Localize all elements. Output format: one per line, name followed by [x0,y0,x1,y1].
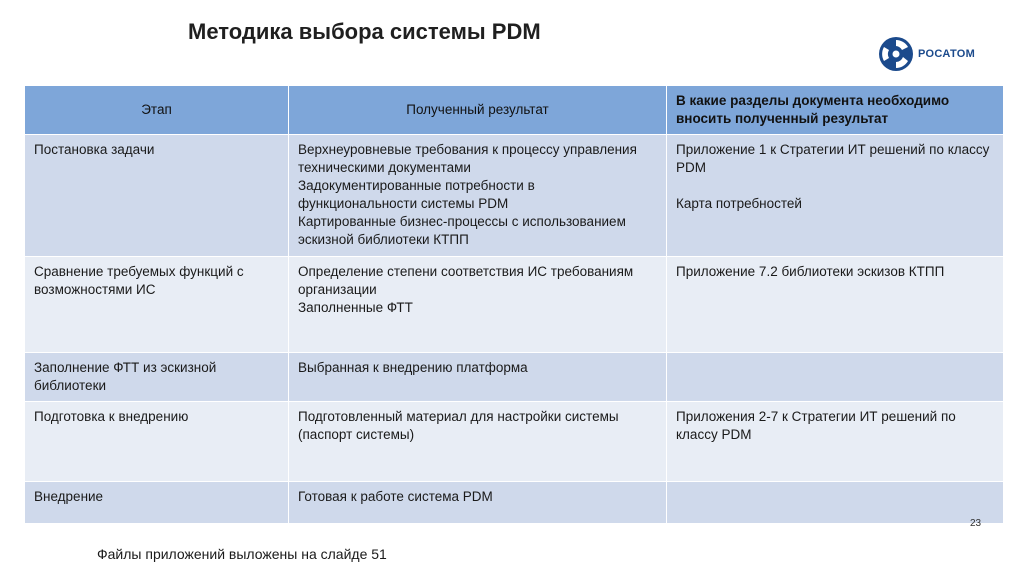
result-cell [289,482,667,524]
result-line: Заполненные ФТТ [298,300,413,315]
sections-cell [667,257,1004,353]
table-row [25,257,1004,353]
result-line: Верхнеуровневые требования к процессу управления техническими документами [298,142,637,175]
stage-cell: Внедрение [25,482,289,524]
table-row [25,402,1004,482]
sections-cell [667,135,1004,257]
rosatom-logo [878,36,975,72]
table-row [25,482,1004,524]
section-line: Приложение 1 к Стратегии ИТ решений по классу PDM [676,142,990,175]
header-result: Полученный результат [289,86,667,135]
sections-cell [667,402,1004,482]
atom-icon [878,36,914,72]
result-cell [289,135,667,257]
result-line: Готовая к работе система PDM [298,489,493,504]
result-line: Выбранная к внедрению платформа [298,360,528,375]
stage-cell: Заполнение ФТТ из эскизной библиотеки [25,353,289,402]
stage-cell: Подготовка к внедрению [25,402,289,482]
page-number: 23 [970,518,982,529]
section-line: Приложение 7.2 библиотеки эскизов КТПП [676,264,945,279]
result-line: Картированные бизнес-процессы с использованием эскизной библиотеки КТПП [298,214,626,247]
result-cell [289,257,667,353]
sections-cell [667,353,1004,402]
table-header-row [25,86,1004,135]
result-line: Задокументированные потребности в функциональности системы PDM [298,178,535,211]
result-line: Подготовленный материал для настройки системы (паспорт системы) [298,409,619,442]
logo-text: РОСАТОМ [918,48,976,60]
slide-title: Методика выбора системы PDM [188,19,541,44]
header-sections: В какие разделы документа необходимо вносить полученный результат [667,86,1004,135]
result-cell [289,353,667,402]
result-line: Определение степени соответствия ИС требованиям организации [298,264,634,297]
footer-note: Файлы приложений выложены на слайде 51 [97,546,387,562]
stage-cell: Сравнение требуемых функций с возможностями ИС [25,257,289,353]
section-line: Карта потребностей [676,196,802,211]
result-cell [289,402,667,482]
section-line: Приложения 2-7 к Стратегии ИТ решений по классу PDM [676,409,956,442]
pdm-method-table [24,85,1004,524]
header-stage: Этап [25,86,289,135]
stage-cell: Постановка задачи [25,135,289,257]
sections-cell [667,482,1004,524]
table-row [25,353,1004,402]
table-row [25,135,1004,257]
